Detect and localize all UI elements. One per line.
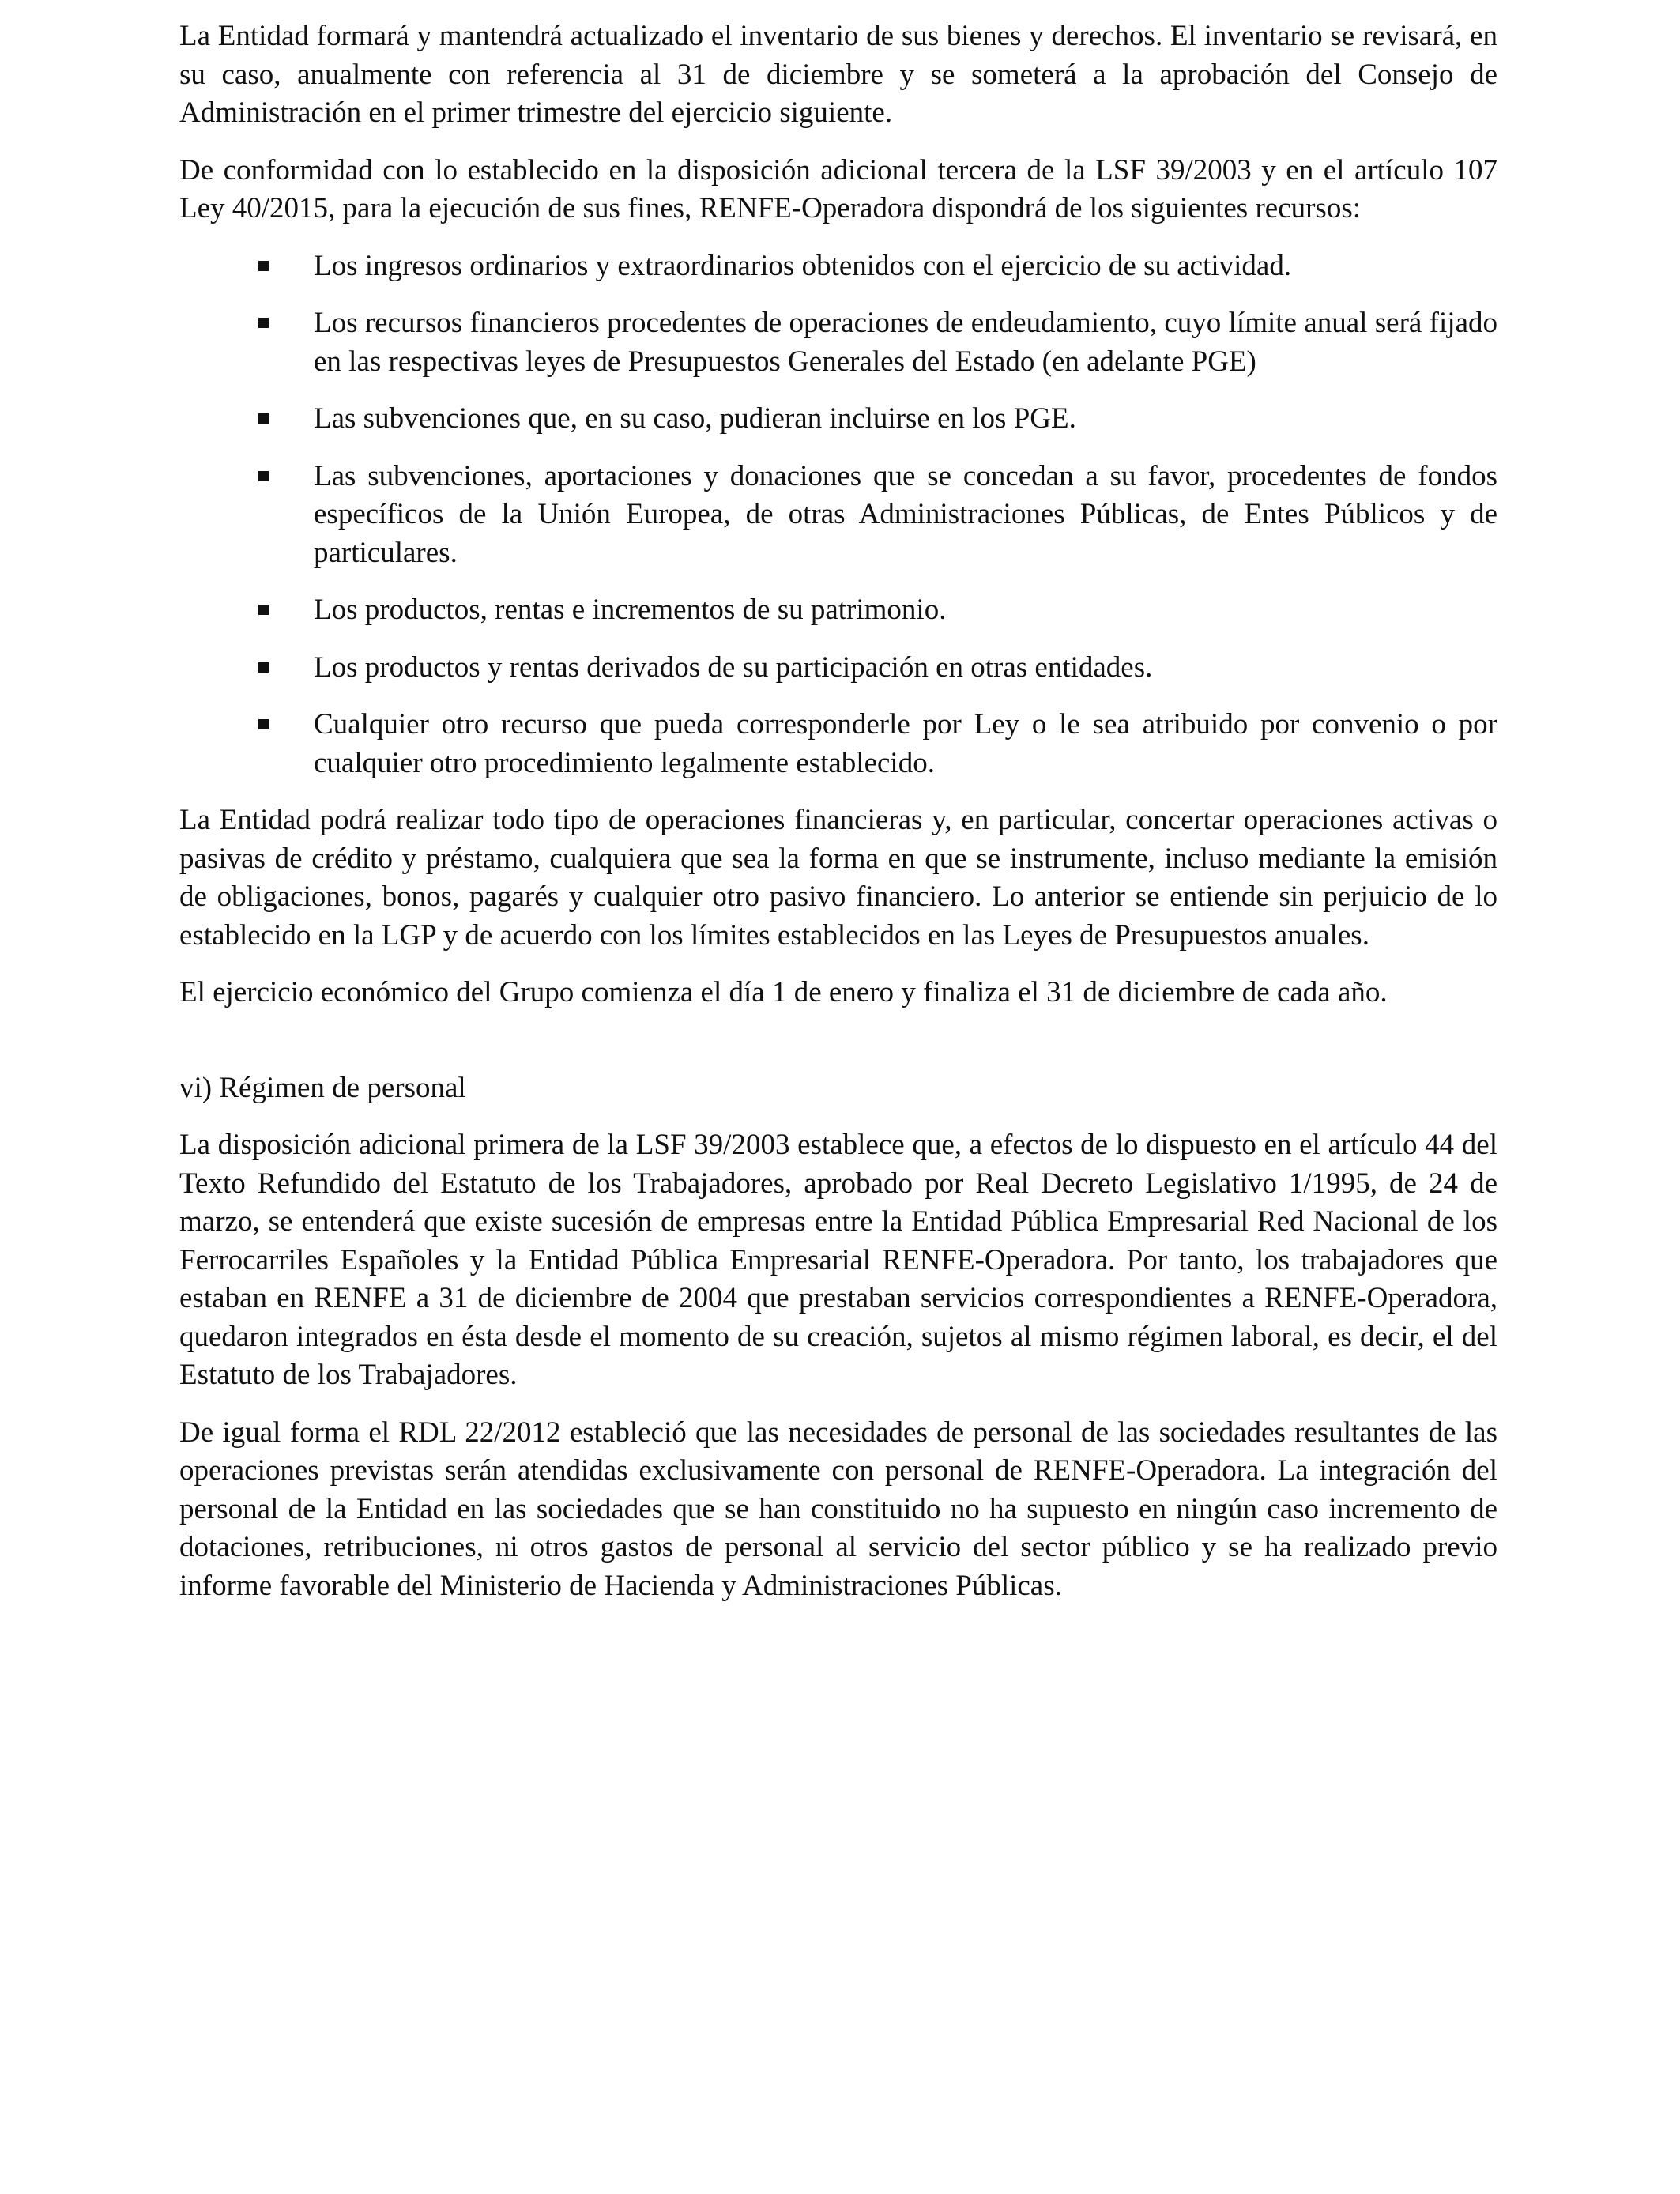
list-item (179, 706, 1497, 782)
paragraph-personnel-succession: La disposición adicional primera de la LSF 39/2003 establece que, a efectos de lo dispuesto en el artículo 44 del Texto Refundido del Estatuto de los Trabajadores, aprobado por Real Decreto Legislativo 1/1995, de 24 de marzo, se entenderá que existe sucesión de empresas entre la Entidad Pública Empresarial Red Nacional de los Ferrocarriles Españoles y la Entidad Pública Empresarial RENFE-Operadora. Por tanto, los trabajadores que estaban en RENFE a 31 de diciembre de 2004 que prestaban servicios correspondientes a RENFE-Operadora, quedaron integrados en ésta desde el momento de su creación, sujetos al mismo régimen laboral, es decir, el del Estatuto de los Trabajadores. (179, 1129, 1497, 1391)
list-item (179, 304, 1497, 381)
resources-list (179, 247, 1497, 783)
square-bullet-icon (258, 318, 269, 328)
paragraph-fiscal-year: El ejercicio económico del Grupo comienza el día 1 de enero y finaliza el 31 de diciembre de cada año. (179, 976, 1388, 1008)
paragraph-resources-intro: De conformidad con lo establecido en la disposición adicional tercera de la LSF 39/2003 y en el artículo 107 Ley 40/2015, para la ejecución de sus fines, RENFE-Operadora dispondrá de los siguientes recursos: (179, 153, 1497, 224)
section-heading-personnel: vi) Régimen de personal (179, 1071, 466, 1104)
paragraph-personnel-integration: De igual forma el RDL 22/2012 estableció que las necesidades de personal de las sociedades resultantes de las operaciones previstas serán atendidas exclusivamente con personal de RENFE-Operadora. La integración del personal de la Entidad en las sociedades que se han constituido no ha supuesto en ningún caso incremento de dotaciones, retribuciones, ni otros gastos de personal al servicio del sector público y se ha realizado previo informe favorable del Ministerio de Hacienda y Administraciones Públicas. (179, 1416, 1497, 1602)
list-item-text: Los productos, rentas e incrementos de su patrimonio. (314, 594, 947, 626)
list-item (179, 458, 1497, 573)
list-item (179, 247, 1497, 286)
list-item-text: Las subvenciones, aportaciones y donaciones que se concedan a su favor, procedentes de fondos específicos de la Unión Europea, de otras Administraciones Públicas, de Entes Públicos y de particulares. (314, 459, 1497, 569)
square-bullet-icon (258, 605, 269, 615)
list-item-text: Los recursos financieros procedentes de operaciones de endeudamiento, cuyo límite anual será fijado en las respectivas leyes de Presupuestos Generales del Estado (en adelante PGE) (314, 307, 1497, 378)
list-item (179, 649, 1497, 688)
paragraph-financial-operations: La Entidad podrá realizar todo tipo de operaciones financieras y, en particular, concertar operaciones activas o pasivas de crédito y préstamo, cualquiera que sea la forma en que se instrumente, incluso mediante la emisión de obligaciones, bonos, pagarés y cualquier otro pasivo financiero. Lo anterior se entiende sin perjuicio de lo establecido en la LGP y de acuerdo con los límites establecidos en las Leyes de Presupuestos anuales. (179, 804, 1497, 952)
list-item (179, 591, 1497, 630)
list-item-text: Los ingresos ordinarios y extraordinarios obtenidos con el ejercicio de su actividad. (314, 249, 1292, 282)
document-page (179, 17, 1497, 1624)
list-item-text: Los productos y rentas derivados de su participación en otras entidades. (314, 650, 1153, 684)
list-item-text: Cualquier otro recurso que pueda corresponderle por Ley o le sea atribuido por convenio o por cualquier otro procedimiento legalmente establecido. (314, 708, 1497, 779)
list-item (179, 400, 1497, 439)
square-bullet-icon (258, 662, 269, 673)
list-item-text: Las subvenciones que, en su caso, pudieran incluirse en los PGE. (314, 402, 1076, 435)
paragraph-inventory: La Entidad formará y mantendrá actualizado el inventario de sus bienes y derechos. El inventario se revisará, en su caso, anualmente con referencia al 31 de diciembre y se someterá a la aprobación del Consejo de Administración en el primer trimestre del ejercicio siguiente. (179, 20, 1497, 129)
square-bullet-icon (258, 413, 269, 424)
square-bullet-icon (258, 719, 269, 729)
square-bullet-icon (258, 471, 269, 481)
square-bullet-icon (258, 261, 269, 271)
